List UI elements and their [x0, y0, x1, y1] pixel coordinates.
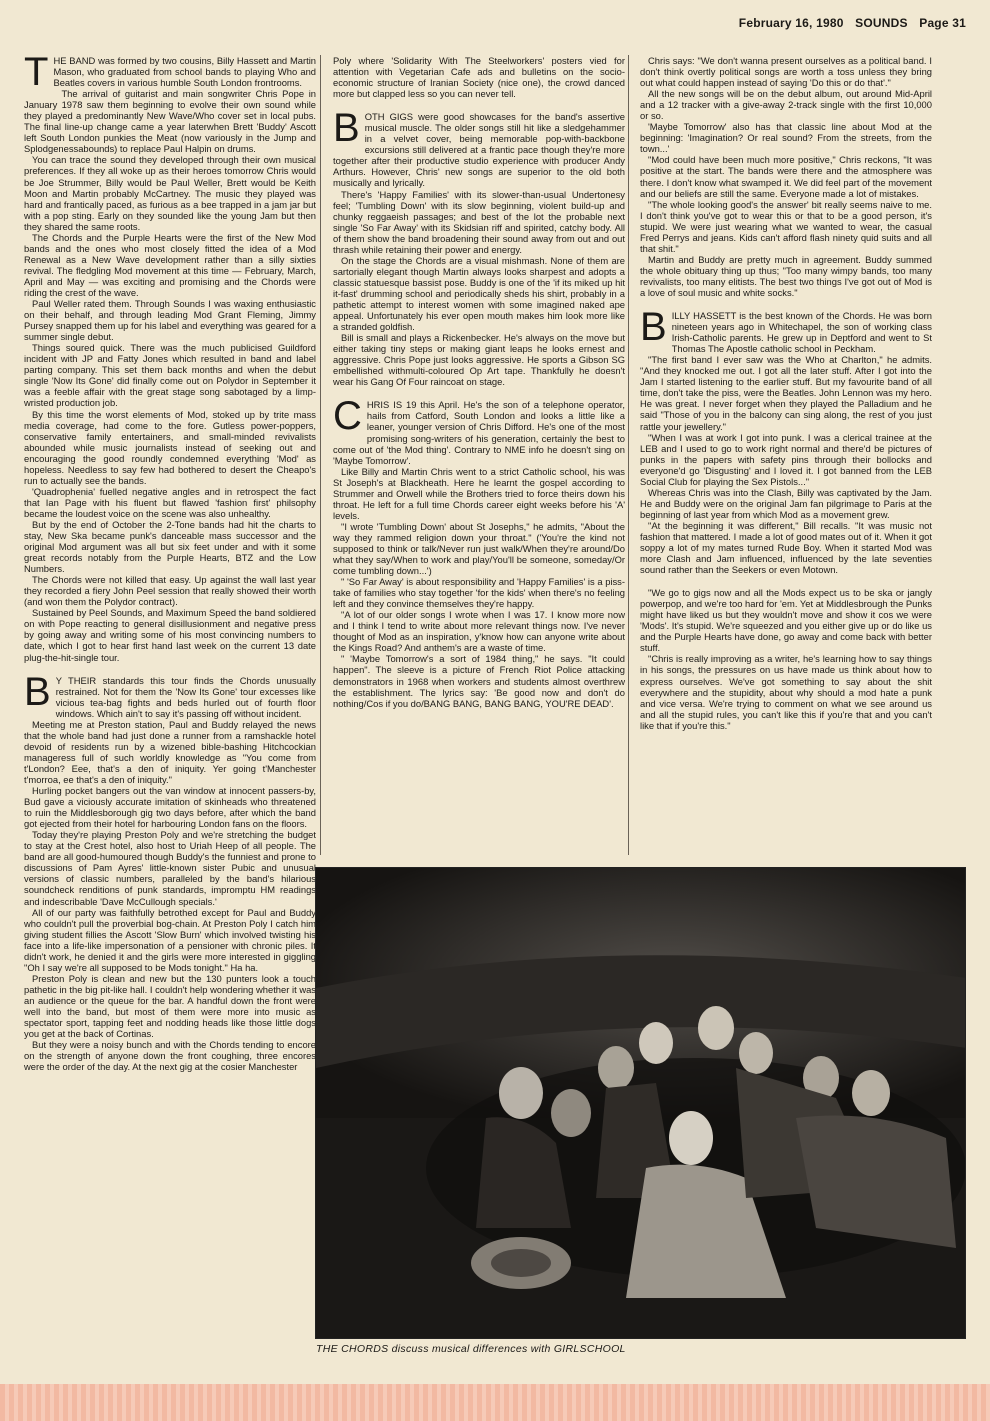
article-paragraph: BOTH GIGS were good showcases for the band's assertive musical muscle. The older songs still hit like a sledgehammer in a velvet cover, being memorable pop-with-backbone excursions still delivered at a frantic pace though they're more together after their productive studio experience with producer Andy Arthurs. However, Chris' new songs are superior to the old both musically and lyrically.: [333, 106, 625, 189]
article-paragraph: But they were a noisy bunch and with the Chords tending to encore on the strength of anyone down the front coughing, three encores were the order of the day. At the next gig at the cosier Manchester: [24, 1039, 316, 1073]
article-column-3: [640, 55, 932, 855]
article-paragraph: By this time the worst elements of Mod, stoked up by trite mass media coverage, had come to the fore. Gutless power-poppers, conservative family entertainers, and small-minded revivalists abounded while music journalists instead of seeking out and encouraging the good roundly condemned everything 'Mod' as hopeless. Needless to say few had bothered to desert the Cheapo's run to actually see the bands.: [24, 408, 316, 486]
article-paragraph: "We go to gigs now and all the Mods expect us to be ska or jangly powerpop, and we're too hard for 'em. Yet at Middlesbrough the Punks might have liked us but they wouldn't move and show it cos we were 'Mods'. It's stupid. We're squeezed and you either give up or do like us and the Purple Hearts have done, go away and come back with better stuff.: [640, 587, 932, 654]
article-paragraph: "When I was at work I got into punk. I was a clerical trainee at the LEB and I used to go to work right normal and there'd be pictures of punks in the papers with safety pins through their bollocks and everyone'd go 'Disgusting' and I loved it. I got banned from the LEB Social Club for playing the Sex Pistols...": [640, 431, 932, 487]
article-paragraph: You can trace the sound they developed through their own musical preferences. If they all woke up as their heroes tomorrow Chris would be Joe Strummer, Billy would be Paul Weller, Brett would be Keith Moon and Martin probably McCartney. The music they played was hard and frantically paced, as furious as a bee trapped in a jam jar but with a pop sting. Early on they sounded like the young Jam but then they shared the same roots.: [24, 154, 316, 232]
article-paragraph: The Chords were not killed that easy. Up against the wall last year they recorded a fiery John Peel session that really showed their worth (and won them the Polydor contract).: [24, 574, 316, 608]
article-paragraph: "I wrote 'Tumbling Down' about St Josephs," he admits, "About the way they rammed religion down your throat." ('You're the kind not supposed to think or talk/Never run just walk/When they're around/Do what they say/When to work and play/You'll be someone, someday/Or come tumbling down...'): [333, 520, 625, 577]
photo-caption: THE CHORDS discuss musical differences with GIRLSCHOOL: [316, 1343, 626, 1355]
article-paragraph: B Y THEIR standards this tour finds the Chords unusually restrained. Not for them the 'Now Its Gone' tour excesses like vicious tea-bag fights and beds hurled out of fourth floor windows. Which ain't to say it's passing off without incident.: [24, 669, 316, 719]
article-paragraph: All of our party was faithfully betrothed except for Paul and Buddy who couldn't pull the proverbial bog-chain. At Preston Poly I catch him giving student fillies the Ascott 'Slow Burn' which involved twisting his face into a life-like impersonation of a pensioner with chronic piles. It didn't work, he denied it and the girls were more interested in giggling "Oh I say we're all supposed to be Mods tonight." Ha ha.: [24, 906, 316, 973]
band-photo-image: [316, 868, 966, 1339]
article-paragraph: "The whole looking good's the answer' bit really seems naive to me. I don't think you've got to wear this or that to be a good person, it's stupid. We were just wearing what we wanted to wear, the casual Fred Perrys and jeans. Kids can't afford flash ninety quid suits and all that shit.": [640, 198, 932, 254]
article-paragraph: Like Billy and Martin Chris went to a strict Catholic school, his was St Joseph's at Blackheath. Here he learnt the gospel according to Strummer and Orwell while the Brothers tried to force theirs down his throat. He left for a full time Chords career eight weeks before his 'A' levels.: [333, 465, 625, 521]
drop-cap: T: [24, 50, 49, 94]
drop-cap: C: [333, 394, 362, 439]
article-paragraph: Hurling pocket bangers out the van window at innocent passers-by, Bud gave a viciously accurate imitation of skinheads who threatened to ruin the Middlesborough gig two days before, after which the band got ejected from their hotel for harbouring London fans on the floors.: [24, 785, 316, 830]
article-paragraph: Martin and Buddy are pretty much in agreement. Buddy summed the whole obituary thing up thus; "Too many wimpy bands, too many revivalists, too many elitists. The best two things I've got out of Mod is a love of soul music and white socks.": [640, 253, 932, 298]
article-paragraph: But by the end of October the 2-Tone bands had hit the charts to stay, New Ska became punk's danceable mass successor and the original Mod argument was all but six feet under and with it some great records notably from the Purple Hearts, BTZ and the Low Numbers.: [24, 518, 316, 575]
publication-name: SOUNDS: [855, 16, 908, 30]
page-footer-band: [0, 1384, 990, 1421]
article-paragraph: 'Maybe Tomorrow' also has that classic line about Mod at the beginning: 'Imagination? Or real sound? From the streets, from the town...': [640, 121, 932, 155]
article-paragraph: "A lot of our older songs I wrote when I was 17. I know more now and I think I tend to write about more relevant things now. I've never thought of Mod as an inspiration, y'know how can anyone write about the Kings Road? And anthem's are a waste of time.: [333, 609, 625, 654]
article-paragraph: Poly where 'Solidarity With The Steelworkers' posters vied for attention with Vegetarian Cafe ads and bulletins on the socio-economic structure of Iranian Society (nice one), the crowd danced more but clapped less so you can never tell.: [333, 55, 625, 100]
article-column-1: [24, 50, 316, 1395]
article-paragraph: "The first band I ever saw was the Who at Charlton," he admits. "And they knocked me out. I got all the later stuff. After I got into the Jam I started listening to the earlier stuff. But my favourite band of all time, don't take the piss, were the Beatles. John Lennon was my hero. He was great. I never forget when they played the Palladium and he said "Those of you in the balcony can sing along, the rest of you just rattle your jewellery.": [640, 354, 932, 432]
article-paragraph: " 'So Far Away' is about responsibility and 'Happy Families' is a piss-take of families who stay together 'for the kids' when there's no feeling left and they convince themselves they're happy.: [333, 576, 625, 610]
article-paragraph: On the stage the Chords are a visual mishmash. None of them are sartorially elegant though Martin always looks sharpest and adopts a classic statuesque bassist pose. Buddy is one of the 'if its miked up hit it-fast' drumming school and periodically sheds his shirt, probably in a pathetic attempt to interest women with some imagined naked ape appeal. Unfortunately his ever open mouth makes him look more like a stranded goldfish.: [333, 254, 625, 333]
page-header: [731, 16, 966, 30]
column-divider: [628, 55, 629, 855]
article-paragraph: All the new songs will be on the debut album, out around Mid-April and a 12 tracker with a give-away 2-track single with the first 10,000 or so.: [640, 88, 932, 122]
column-divider: [320, 55, 321, 855]
drop-cap: B: [640, 305, 667, 350]
article-paragraph: Chris says: "We don't wanna present ourselves as a political band. I don't think overtly political songs are worth a toss unless they bring out what could happen instead of saying 'Do this or do that'.": [640, 55, 932, 89]
article-paragraph: Bill is small and plays a Rickenbecker. He's always on the move but either taking tiny steps or making giant leaps he looks ernest and aggressive. Chris Pope just looks aggressive. He sports a Gibson SG embellished withmulti-coloured Op Art tape. Thankfully he doesn't wear his Gang Of Four raincoat on stage.: [333, 332, 625, 388]
article-paragraph: " 'Maybe Tomorrow's a sort of 1984 thing," he says. "It could happen". The sleeve is a picture of French Riot Police attacking demonstrators in 1968 when workers and students almost overthrew the establishment. The lyrics say: 'Be good now and don't do nothing/Cos if you do/BANG BANG, BANG BANG, YOU'RE DEAD'.: [333, 653, 625, 709]
article-paragraph: THE BAND was formed by two cousins, Billy Hassett and Martin Mason, who graduated from school bands to playing Who and Beatles covers in various humble South London frontrooms.: [24, 50, 316, 94]
article-paragraph: Today they're playing Preston Poly and we're stretching the budget to stay at the Crest hotel, also host to Uriah Heep of all people. The band are all good-humoured though Buddy's the funniest and prone to discussions of Pam Ayres' little-known sister Pubic and unusual versions of classic numbers, paralleled by the band's hilarious soundcheck renditions of punk standards, impromptu HM readings and indescribable 'Dave McCullough specials.': [24, 829, 316, 907]
drop-cap: B: [24, 669, 51, 714]
article-paragraph: Meeting me at Preston station, Paul and Buddy relayed the news that the whole band had just done a runner from a ramshackle hotel devoid of residents run by a wizened bible-bashing Hitchcockian manageress full of such worldly knowledge as "You come from t'London? Eee, that's a den of iniquity. Yer going t'Manchester t'morroa, ee that's a den of iniquity.": [24, 718, 316, 785]
article-paragraph: CHRIS IS 19 this April. He's the son of a telephone operator, hails from Catford, South London and looks a little like a leaner, younger version of Chris Difford. He's one of the most promising song-writers of his generation, certainly the best to come out of 'the Mod thing'. Contrary to NME info he doesn't sing on 'Maybe Tomorrow'.: [333, 394, 625, 466]
band-photo: [315, 867, 966, 1339]
article-paragraph: There's 'Happy Families' with its slower-than-usual Undertonesy feel; 'Tumbling Down' with its slow beginning, violent build-up and chunky reggaeish passages; and best of the lot the probable next single 'So Far Away' with its Skidsian riff and spirited, catchy body. All of them show the band broadening their sound away from out and out thrash while retaining their power and energy.: [333, 188, 625, 255]
drop-cap: B: [333, 106, 360, 151]
article-paragraph: "Chris is really improving as a writer, he's learning how to say things in his songs, the pressures on us have made us think about how to express ourselves. We've got something to say about the shit everywhere and the stupidity, about why should a mod hate a punk and vice versa. We're trying to comment on what we see around us and all the stupid rules, you can't like this if you're that and you can't like that if you're this.": [640, 653, 932, 731]
article-paragraph: Paul Weller rated them. Through Sounds I was waxing enthusiastic on their behalf, and through leading Mod Grant Fleming, Jimmy Pursey snapped them up for his label and everything was geared for a summer single debut.: [24, 298, 316, 343]
article-paragraph: "At the beginning it was different," Bill recalls. "It was music not fashion that mattered. I made a lot of good mates out of it. When it got soppy a lot of my mates turned Rude Boy. When it started Mod was more Clash and Jam influenced, influenced by the late seventies sound rather than the Seekers or even Motown.: [640, 519, 932, 576]
page-number: Page 31: [919, 16, 966, 30]
issue-date: February 16, 1980: [738, 16, 844, 30]
article-paragraph: The Chords and the Purple Hearts were the first of the New Mod bands and the ones who most closely fitted the idea of a Mod Renewal as a New Wave development rather than a silly sixties revival. The fledgling Mod movement at this time — February, March, April and May — was exciting and promising and the Chords were riding the crest of the wave.: [24, 231, 316, 298]
article-paragraph: The arrival of guitarist and main songwriter Chris Pope in January 1978 saw them beginning to evolve their own sound while they played a predominantly New Wave/Who cover set in local pubs. The final line-up change came a year laterwhen Brett 'Buddy' Ascott left South London punkies the Meat (now variously in the Jump and Splodgenessabounds) to replace Paul Halpin on drums.: [24, 88, 316, 155]
article-paragraph: Things soured quick. There was the much publicised Guildford incident with JP and Fatty Jones which resulted in band and label parting company. This set them back months and when the debut single 'Now Its Gone' did finally come out on Polydor in September it was a feeble affair with the great stage song sabotaged by a limp-wristed production job.: [24, 342, 316, 409]
article-paragraph: Whereas Chris was into the Clash, Billy was captivated by the Jam. He and Buddy were on the original Jam fan pilgrimage to Paris at the beginning of last year from which Mod as a movement grew.: [640, 486, 932, 520]
article-paragraph: "Mod could have been much more positive," Chris reckons, "It was positive at the start. The bands were there and the atmosphere was there. I don't know what swamped it. We did feel part of the movement and our beliefs are still the same. Everyone made a lot of mistakes.: [640, 154, 932, 199]
article-column-2: [333, 55, 625, 855]
article-paragraph: Sustained by Peel Sounds, and Maximum Speed the band soldiered on with Pope reacting to general disillusionment and negative press by going away and writing some of his most convincing numbers to date, which I got to hear first hand last week on the current 13 date plug-the-hit-single tour.: [24, 607, 316, 663]
article-paragraph: Preston Poly is clean and new but the 130 punters look a touch pathetic in the big pit-like hall. I couldn't help wondering whether it was an audience or the queue for the bar. A handful down the front were well into the band, but most of them were more into music as spectator sport, tapping feet and nodding heads like those little dogs you get at the back of Cortinas.: [24, 972, 316, 1040]
article-paragraph: 'Quadrophenia' fuelled negative angles and in retrospect the fact that Ian Page with his fluent but flawed 'fashion first' philsophy became the loudest voice on the scene was also unhealthy.: [24, 485, 316, 519]
article-paragraph: BILLY HASSETT is the best known of the Chords. He was born nineteen years ago in Whitechapel, the son of working class Irish-Catholic parents. He grew up in Deptford and went to St Thomas The Apostle catholic school in Peckham.: [640, 305, 932, 355]
